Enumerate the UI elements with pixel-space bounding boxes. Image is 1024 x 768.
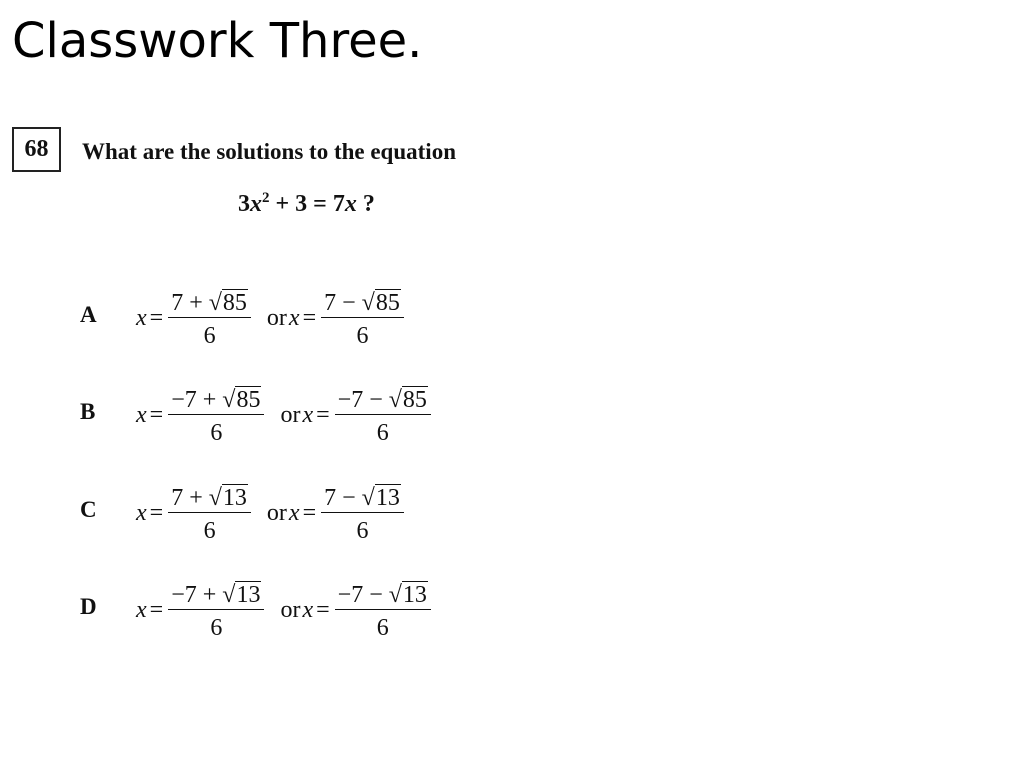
square-root-symbol: √13 (361, 484, 400, 511)
fraction: $\frac{-7 - √85}{6}$ (335, 386, 431, 445)
fraction: $\frac{-7 - √13}{6}$ (335, 581, 431, 640)
question-number-box: 68 (12, 127, 61, 172)
fraction: $\frac{7 - √13}{6}$ (321, 484, 404, 543)
square-root-symbol: √85 (388, 386, 427, 413)
slide-title: Classwork Three. (12, 13, 423, 69)
option-expression: x = $\frac{7 + √13}{6}$ or x = $\frac{7 - √13}{6}$ (136, 475, 406, 551)
square-root-symbol: √13 (388, 581, 427, 608)
option-expression: x = $\frac{-7 + √85}{6}$ or x = $\frac{-7 - √85}{6}$ (136, 377, 433, 453)
fraction: $\frac{7 + √85}{6}$ (168, 289, 251, 348)
fraction: $\frac{7 - √85}{6}$ (321, 289, 404, 348)
option-letter: D (80, 594, 97, 619)
square-root-symbol: √13 (222, 581, 261, 608)
option-letter: B (80, 399, 96, 424)
square-root-symbol: √85 (222, 386, 261, 413)
question-prompt: What are the solutions to the equation (82, 139, 456, 164)
option-expression: x = $\frac{7 + √85}{6}$ or x = $\frac{7 - √85}{6}$ (136, 280, 406, 356)
option-letter: A (80, 302, 97, 327)
square-root-symbol: √85 (208, 289, 247, 316)
fraction: $\frac{-7 + √85}{6}$ (168, 386, 264, 445)
fraction: $\frac{-7 + √13}{6}$ (168, 581, 264, 640)
square-root-symbol: √13 (208, 484, 247, 511)
question-equation: $3x^2 + 3 = 7x$ ? (238, 190, 375, 217)
fraction: $\frac{7 + √13}{6}$ (168, 484, 251, 543)
option-expression: x = $\frac{-7 + √13}{6}$ or x = $\frac{-7 - √13}{6}$ (136, 572, 433, 648)
option-letter: C (80, 497, 97, 522)
square-root-symbol: √85 (361, 289, 400, 316)
